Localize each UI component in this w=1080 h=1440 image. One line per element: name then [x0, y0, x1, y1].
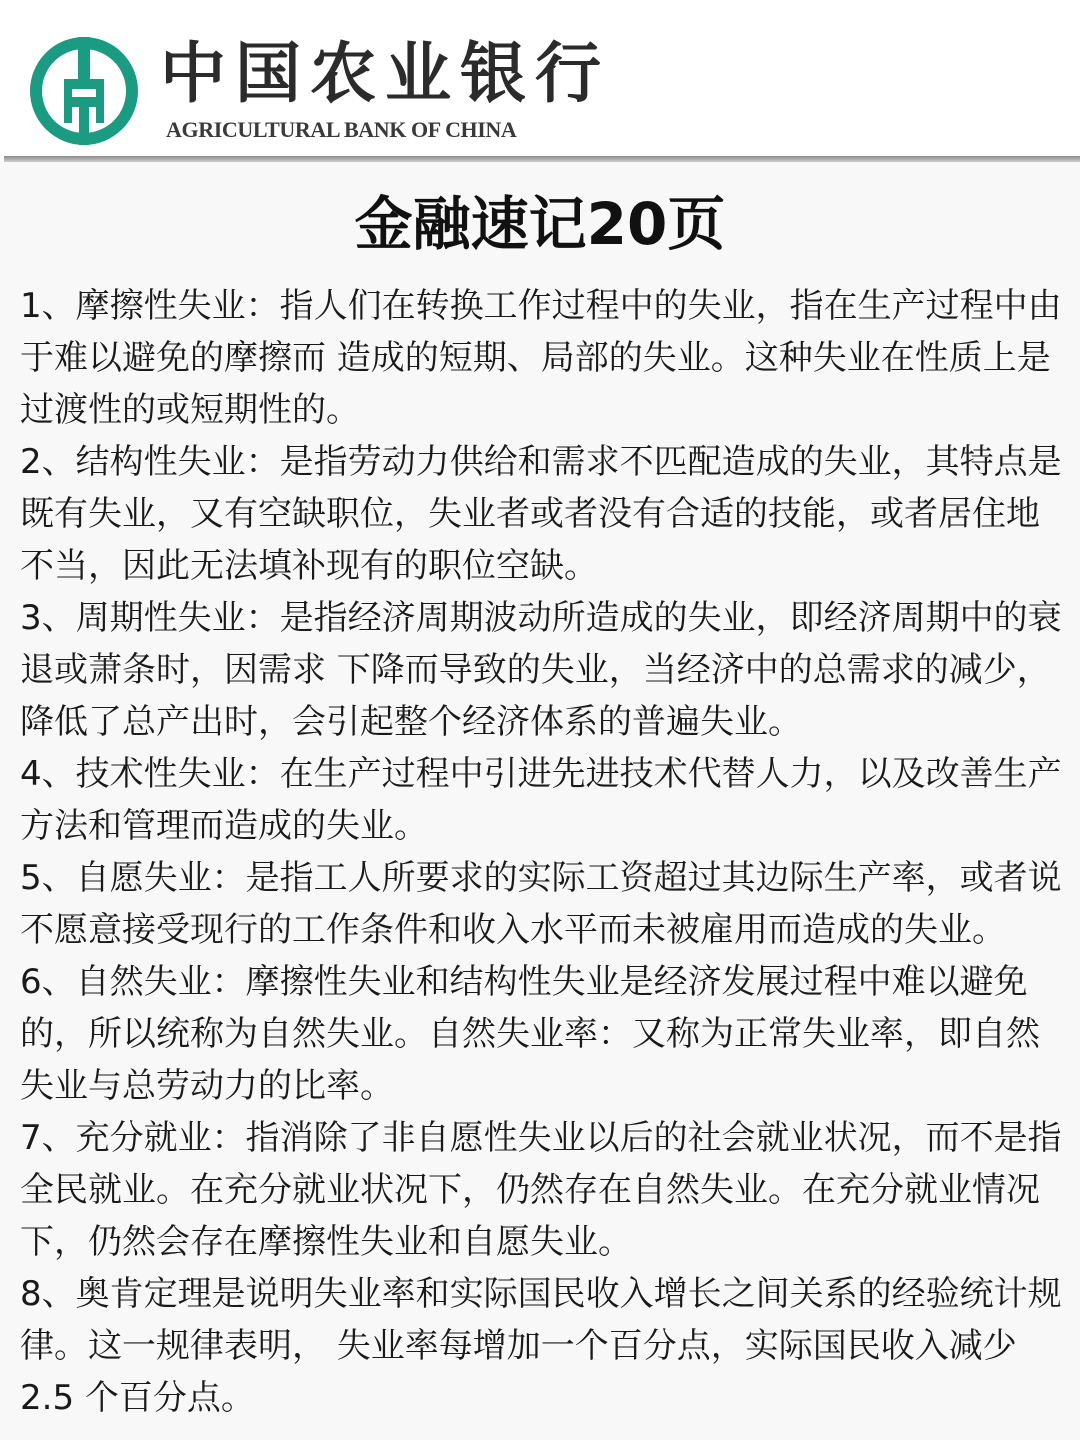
notes-body — [20, 280, 1066, 1424]
note-paragraph-1: 1、摩擦性失业：指人们在转换工作过程中的失业，指在生产过程中由于难以避免的摩擦而 造成的短期、局部的失业。这种失业在性质上是过渡性的或短期性的。 — [20, 286, 1062, 430]
note-paragraph-6: 6、自然失业：摩擦性失业和结构性失业是经济发展过程中难以避免的，所以统称为自然失业。自然失业率：又称为正常失业率，即自然失业与总劳动力的比率。 — [20, 962, 1040, 1106]
page-title: 金融速记20页 — [354, 190, 726, 258]
bank-header — [0, 0, 1080, 160]
note-paragraph-2: 2、结构性失业：是指劳动力供给和需求不匹配造成的失业，其特点是既有失业，又有空缺职位，失业者或者没有合适的技能，或者居住地不当，因此无法填补现有的职位空缺。 — [20, 442, 1062, 586]
bank-name-cn: 中国农业银行 — [160, 34, 610, 112]
note-paragraph-5: 5、自愿失业：是指工人所要求的实际工资超过其边际生产率，或者说不愿意接受现行的工作条件和收入水平而未被雇用而造成的失业。 — [20, 858, 1062, 950]
note-paragraph-7: 7、充分就业：指消除了非自愿性失业以后的社会就业状况，而不是指全民就业。在充分就业状况下，仍然存在自然失业。在充分就业情况下，仍然会存在摩擦性失业和自愿失业。 — [20, 1118, 1062, 1262]
note-paragraph-4: 4、技术性失业：在生产过程中引进先进技术代替人力，以及改善生产方法和管理而造成的失业。 — [20, 754, 1062, 846]
header-divider — [4, 156, 1080, 162]
bank-name-en: AGRICULTURAL BANK OF CHINA — [166, 117, 517, 142]
note-paragraph-8: 8、奥肯定理是说明失业率和实际国民收入增长之间关系的经验统计规律。这一规律表明， 失业率每增加一个百分点，实际国民收入减少 2.5 个百分点。 — [20, 1274, 1062, 1418]
abc-logo-icon — [26, 37, 144, 145]
note-paragraph-3: 3、周期性失业：是指经济周期波动所造成的失业，即经济周期中的衰退或萧条时，因需求 下降而导致的失业，当经济中的总需求的减少，降低了总产出时，会引起整个经济体系的普遍失业。 — [20, 598, 1062, 742]
